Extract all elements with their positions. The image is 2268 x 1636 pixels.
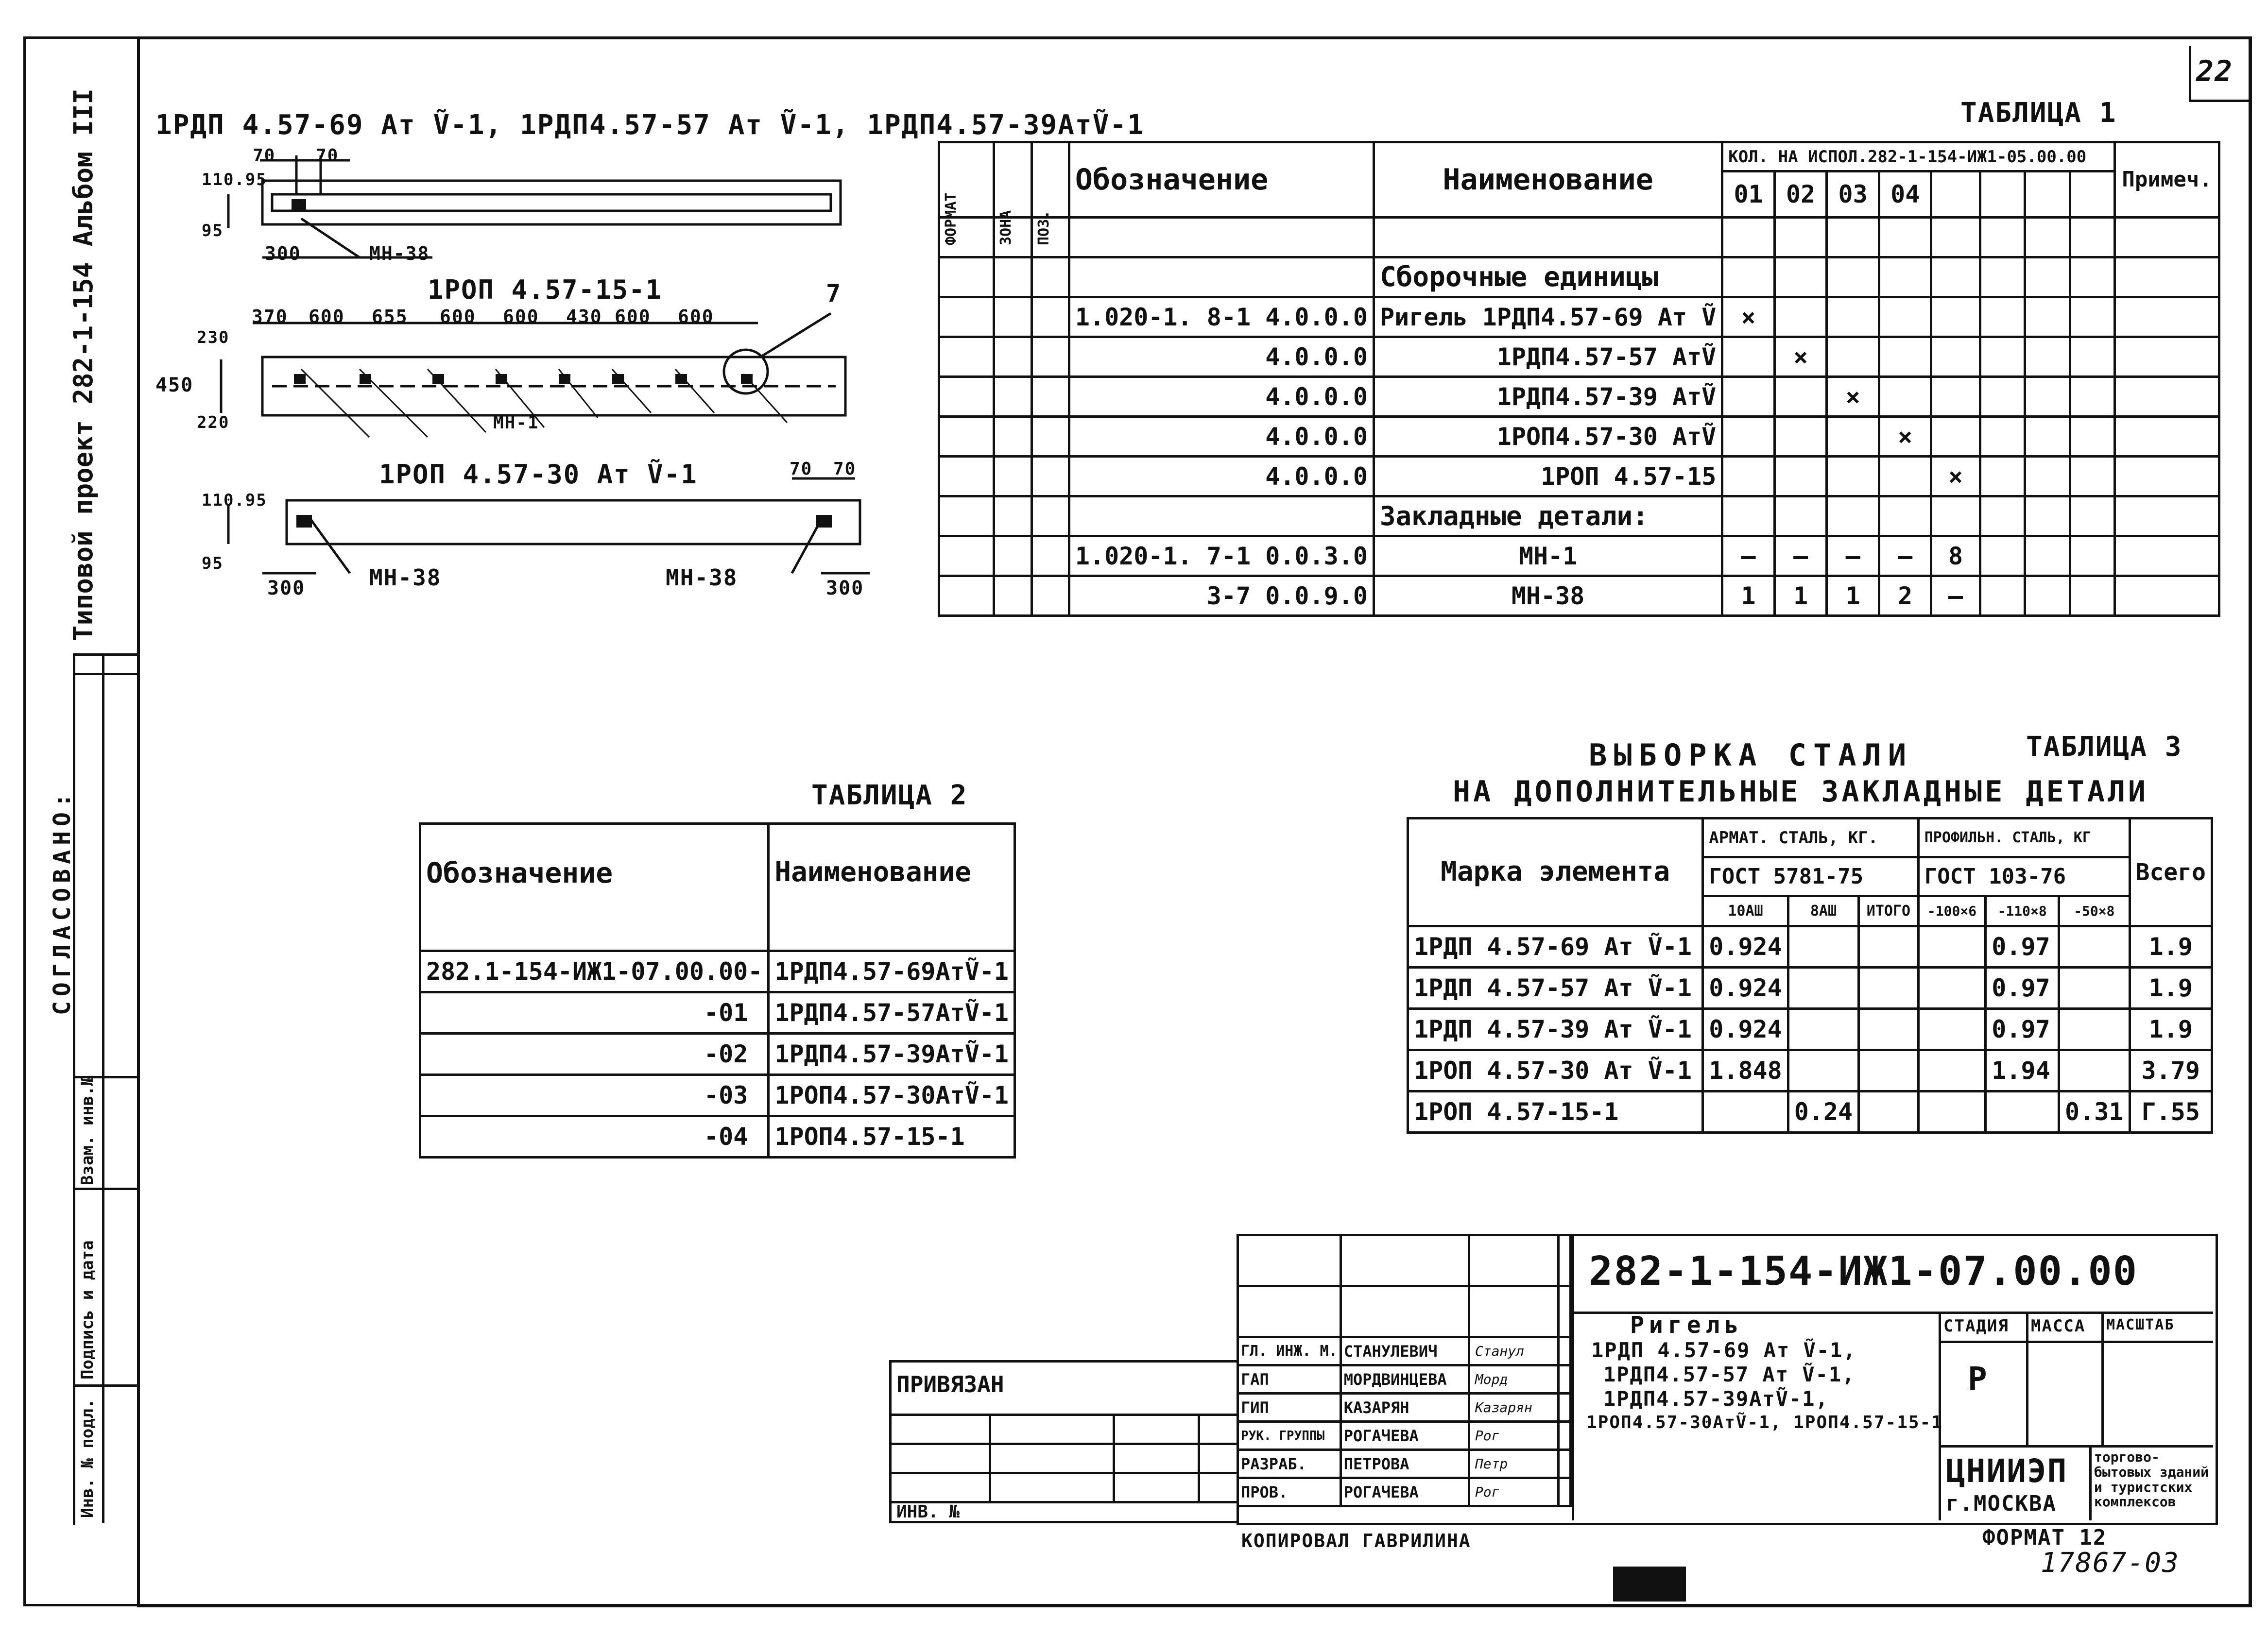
table3-mark: 1РОП 4.57-30 Ат Ṽ-1 xyxy=(1408,1050,1703,1091)
table1-name: 1РОП4.57-30 АтṼ xyxy=(1374,417,1722,457)
album-label: Типовой проект 282-1-154 Альбом III xyxy=(68,88,99,641)
table2-designation: -04 xyxy=(420,1116,769,1158)
table3-cell xyxy=(1918,1091,1986,1133)
table-row xyxy=(939,337,2219,377)
table1-header-note: Примеч. xyxy=(2115,142,2219,218)
table1-qty xyxy=(1879,218,1931,257)
table3-title-1: ВЫБОРКА СТАЛИ xyxy=(1589,737,1913,773)
person: МОРДВИНЦЕВА xyxy=(1340,1365,1469,1394)
table-row xyxy=(939,576,2219,616)
table3-cell: 0.97 xyxy=(1986,1009,2059,1050)
table1-qty: 1 xyxy=(1722,576,1775,616)
signature-row xyxy=(1238,1365,1571,1394)
table3-total: 1.9 xyxy=(2130,1009,2212,1050)
stage-value: Р xyxy=(1968,1360,1988,1397)
table1-designation: 4.0.0.0 xyxy=(1069,377,1374,417)
table2-header-name: Наименование xyxy=(769,824,1015,951)
table3-mark: 1РДП 4.57-57 Ат Ṽ-1 xyxy=(1408,968,1703,1009)
table2-name: 1РДП4.57-57АтṼ-1 xyxy=(769,992,1015,1034)
signature: Петр xyxy=(1469,1450,1558,1478)
beam3-dim-left: 70 xyxy=(790,459,813,479)
person: КАЗАРЯН xyxy=(1340,1394,1469,1422)
title-block-stage-rule2 xyxy=(1939,1445,2213,1448)
table1-designation xyxy=(1069,257,1374,297)
desc-line-2: 1РДП4.57-57 Ат Ṽ-1, xyxy=(1603,1363,1856,1386)
table3-cell xyxy=(1859,1050,1919,1091)
desc-line-4: 1РОП4.57-30АтṼ-1, 1РОП4.57-15-1 xyxy=(1586,1413,1943,1432)
table3-cell: 0.924 xyxy=(1703,968,1788,1009)
table-row xyxy=(939,297,2219,337)
table3 xyxy=(1407,817,2213,1134)
table3-cell xyxy=(1859,968,1919,1009)
binding-label: ПРИВЯЗАН xyxy=(891,1362,1238,1415)
table1-qty xyxy=(1722,417,1775,457)
scale-header: МАСШТАБ xyxy=(2106,1316,2175,1333)
beam1-dim-left: 70 xyxy=(253,146,276,166)
table2-label: ТАБЛИЦА 2 xyxy=(811,780,968,811)
table3-total: 1.9 xyxy=(2130,968,2212,1009)
table-row xyxy=(420,1075,1015,1116)
beam2-callout: 7 xyxy=(826,279,842,307)
table-row xyxy=(1408,1091,2212,1133)
role: ПРОВ. xyxy=(1238,1478,1341,1506)
stage-header: СТАДИЯ xyxy=(1943,1316,2009,1336)
inventory-label: ИНВ. № xyxy=(891,1502,1238,1522)
table1-qty: × xyxy=(1827,377,1879,417)
title-block-stage-col2 xyxy=(2101,1312,2104,1445)
table3-mark: 1РДП 4.57-69 Ат Ṽ-1 xyxy=(1408,926,1703,968)
table1-col-blank xyxy=(2025,171,2070,218)
table2-designation: -01 xyxy=(420,992,769,1034)
stamp-col-inv: Инв. № подл. xyxy=(78,1398,97,1518)
title-block-stage-col xyxy=(2026,1312,2028,1445)
table3-cell xyxy=(1918,1009,1986,1050)
role: РАЗРАБ. xyxy=(1238,1450,1341,1478)
document-code: 282-1-154-ИЖ1-07.00.00 xyxy=(1589,1248,2138,1295)
table1-header-qty: КОЛ. НА ИСПОЛ.282-1-154-ИЖ1-05.00.00 xyxy=(1722,142,2115,171)
signature-row xyxy=(1238,1394,1571,1422)
beam2-title: 1РОП 4.57-15-1 xyxy=(428,274,663,305)
table1-qty xyxy=(1774,218,1827,257)
table1-qty xyxy=(1931,377,1980,417)
signature: Морд xyxy=(1469,1365,1558,1394)
table3-sub-header: -50×8 xyxy=(2059,896,2130,926)
table3-cell: 0.924 xyxy=(1703,1009,1788,1050)
table1-qty xyxy=(1827,496,1879,536)
table-row xyxy=(1408,926,2212,968)
table1-qty xyxy=(1931,496,1980,536)
beam3-tag-right: МН-38 xyxy=(666,564,738,591)
binding-table xyxy=(889,1360,1239,1523)
beam2-dim-3: 600 xyxy=(440,306,476,327)
table-row xyxy=(420,1116,1015,1158)
table-row xyxy=(939,218,2219,257)
table3-cell xyxy=(1859,1009,1919,1050)
stamp-col-sign: Подпись и дата xyxy=(78,1240,97,1380)
beam2-height-bottom: 220 xyxy=(197,413,230,432)
table1-qty xyxy=(1774,417,1827,457)
table2-name: 1РОП4.57-30АтṼ-1 xyxy=(769,1075,1015,1116)
archive-number: 17867-03 xyxy=(2041,1547,2180,1579)
table-row xyxy=(420,1034,1015,1075)
table2-name: 1РОП4.57-15-1 xyxy=(769,1116,1015,1158)
table1-qty xyxy=(1774,257,1827,297)
table-row xyxy=(939,536,2219,576)
table1-header-zone: ЗОНА xyxy=(997,210,1015,245)
table1-qty xyxy=(1774,496,1827,536)
table3-cell: 0.97 xyxy=(1986,968,2059,1009)
title-block-col-rule xyxy=(1572,1234,1574,1520)
table3-cell xyxy=(1703,1091,1788,1133)
table3-header-gost2: ГОСТ 103-76 xyxy=(1918,857,2130,896)
table1-qty xyxy=(1827,417,1879,457)
table1-qty xyxy=(1827,218,1879,257)
table1-qty: 1 xyxy=(1774,576,1827,616)
table-row xyxy=(939,417,2219,457)
person: ПЕТРОВА xyxy=(1340,1450,1469,1478)
table1-name: Закладные детали: xyxy=(1374,496,1722,536)
table1-name: Сборочные единицы xyxy=(1374,257,1722,297)
beam2-dim-6: 600 xyxy=(615,306,651,327)
table3-cell: 1.94 xyxy=(1986,1050,2059,1091)
table1-name: 1РОП 4.57-15 xyxy=(1374,457,1722,496)
table1 xyxy=(938,141,2220,617)
table3-cell xyxy=(1788,1050,1858,1091)
table1-qty xyxy=(1879,297,1931,337)
table-row xyxy=(420,992,1015,1034)
signature-row xyxy=(1238,1422,1571,1450)
table3-mark: 1РДП 4.57-39 Ат Ṽ-1 xyxy=(1408,1009,1703,1050)
table3-cell xyxy=(1986,1091,2059,1133)
beam3-end-right: 300 xyxy=(826,577,864,599)
table1-col-04: 04 xyxy=(1879,171,1931,218)
person: РОГАЧЕВА xyxy=(1340,1478,1469,1506)
table3-sub-header: ИТОГО xyxy=(1859,896,1919,926)
table1-designation: 3-7 0.0.9.0 xyxy=(1069,576,1374,616)
table3-cell xyxy=(2059,1009,2130,1050)
table-row xyxy=(1408,1009,2212,1050)
table3-total: 3.79 xyxy=(2130,1050,2212,1091)
table3-header-prof: ПРОФИЛЬН. СТАЛЬ, КГ xyxy=(1918,818,2130,857)
beam2-tag: МН-1 xyxy=(493,413,539,433)
sheet-number: 22 xyxy=(2196,54,2234,88)
table3-sub-header: 10АШ xyxy=(1703,896,1788,926)
person: СТАНУЛЕВИЧ xyxy=(1340,1337,1469,1365)
table1-qty xyxy=(1879,496,1931,536)
signature-row xyxy=(1238,1450,1571,1478)
beam3-tag-left: МН-38 xyxy=(369,564,442,591)
beam2-dim-0: 370 xyxy=(252,306,288,327)
table3-cell xyxy=(1788,926,1858,968)
table3-cell: 0.31 xyxy=(2059,1091,2130,1133)
table1-qty xyxy=(1722,457,1775,496)
table-row xyxy=(939,496,2219,536)
table1-qty: — xyxy=(1722,536,1775,576)
table1-col-blank xyxy=(2070,171,2115,218)
table1-qty xyxy=(1879,337,1931,377)
table2-header-designation: Обозначение xyxy=(420,824,769,951)
table1-qty xyxy=(1879,457,1931,496)
signature-row xyxy=(1238,1337,1571,1365)
person: РОГАЧЕВА xyxy=(1340,1422,1469,1450)
table2-designation: -02 xyxy=(420,1034,769,1075)
table1-qty xyxy=(1774,457,1827,496)
table1-col-01: 01 xyxy=(1722,171,1775,218)
table1-qty xyxy=(1722,218,1775,257)
table3-cell xyxy=(2059,968,2130,1009)
beam2-dim-4: 600 xyxy=(503,306,539,327)
table3-cell xyxy=(1918,926,1986,968)
table3-cell xyxy=(1918,968,1986,1009)
table-row xyxy=(939,377,2219,417)
copied-by: КОПИРОВАЛ ГАВРИЛИНА xyxy=(1241,1530,1471,1551)
signature: Рог xyxy=(1469,1422,1558,1450)
beam3-end-left: 300 xyxy=(267,577,306,599)
table1-qty xyxy=(1827,457,1879,496)
scan-mark xyxy=(1613,1567,1686,1602)
table1-label: ТАБЛИЦА 1 xyxy=(1960,97,2117,129)
table3-cell xyxy=(1788,968,1858,1009)
table1-qty: — xyxy=(1827,536,1879,576)
table3-header-gost1: ГОСТ 5781-75 xyxy=(1703,857,1918,896)
desc-line-3: 1РДП4.57-39АтṼ-1, xyxy=(1603,1387,1829,1411)
table1-name: МН-38 xyxy=(1374,576,1722,616)
table1-qty xyxy=(1931,257,1980,297)
table1-designation: 1.020-1. 7-1 0.0.3.0 xyxy=(1069,536,1374,576)
beam3-height-1: 110.95 xyxy=(202,491,267,510)
signature-row xyxy=(1238,1478,1571,1506)
table1-name: МН-1 xyxy=(1374,536,1722,576)
table3-header-armat: АРМАТ. СТАЛЬ, КГ. xyxy=(1703,818,1918,857)
table1-qty: × xyxy=(1879,417,1931,457)
beam3-height-2: 95 xyxy=(202,554,223,573)
table2-designation: 282.1-154-ИЖ1-07.00.00- xyxy=(420,951,769,992)
table1-qty xyxy=(1827,297,1879,337)
table3-sub-header: -110×8 xyxy=(1986,896,2059,926)
signature: Казарян xyxy=(1469,1394,1558,1422)
table1-col-blank xyxy=(1980,171,2025,218)
title-block-org-col xyxy=(2089,1445,2092,1520)
table3-header-total: Всего xyxy=(2130,818,2212,926)
beam3-dim-right: 70 xyxy=(833,459,857,479)
table-row xyxy=(420,951,1015,992)
stamp-col-replace: Взам. инв.№ xyxy=(78,1075,97,1185)
table3-mark: 1РОП 4.57-15-1 xyxy=(1408,1091,1703,1133)
signatures-table xyxy=(1237,1234,1572,1507)
table1-designation: 4.0.0.0 xyxy=(1069,417,1374,457)
role: ГАП xyxy=(1238,1365,1341,1394)
table1-qty xyxy=(1827,257,1879,297)
table3-cell xyxy=(2059,1050,2130,1091)
table1-qty: — xyxy=(1879,536,1931,576)
role: РУК. ГРУППЫ xyxy=(1238,1422,1341,1450)
table3-sub-header: -100×6 xyxy=(1918,896,1986,926)
table3-cell: 1.848 xyxy=(1703,1050,1788,1091)
role: ГИП xyxy=(1238,1394,1341,1422)
table3-label: ТАБЛИЦА 3 xyxy=(2026,731,2182,763)
table1-qty xyxy=(1931,417,1980,457)
title-block-stage-rule xyxy=(1939,1341,2213,1343)
table1-qty: × xyxy=(1931,457,1980,496)
table3-total: Г.55 xyxy=(2130,1091,2212,1133)
drawing-title: 1РДП 4.57-69 Ат Ṽ-1, 1РДП4.57-57 Ат Ṽ-1, 1РДП4.57-39АтṼ-1 xyxy=(155,109,1145,141)
table3-cell xyxy=(1859,926,1919,968)
table3-cell: 0.924 xyxy=(1703,926,1788,968)
role: ГЛ. ИНЖ. М. xyxy=(1238,1337,1341,1365)
table1-qty xyxy=(1879,377,1931,417)
table-row xyxy=(939,457,2219,496)
table1-col-blank xyxy=(1931,171,1980,218)
table1-qty xyxy=(1722,257,1775,297)
beam2-dim-5: 430 xyxy=(566,306,602,327)
table-row xyxy=(939,257,2219,297)
table2 xyxy=(419,822,1016,1159)
table1-designation xyxy=(1069,496,1374,536)
table3-title-2: НА ДОПОЛНИТЕЛЬНЫЕ ЗАКЛАДНЫЕ ДЕТАЛИ xyxy=(1453,775,2149,809)
table1-name: Ригель 1РДП4.57-69 Ат Ṽ xyxy=(1374,297,1722,337)
table1-header-format: ФОРМАТ xyxy=(943,192,960,245)
sheet-format: ФОРМАТ 12 xyxy=(1982,1525,2107,1550)
beam1-height-2: 95 xyxy=(202,221,223,240)
table1-designation: 4.0.0.0 xyxy=(1069,337,1374,377)
signature: Станул xyxy=(1469,1337,1558,1365)
table1-header-designation: Обозначение xyxy=(1069,142,1374,218)
table1-qty xyxy=(1774,297,1827,337)
org-city: г.МОСКВА xyxy=(1946,1491,2057,1516)
table3-cell xyxy=(2059,926,2130,968)
table1-header-name: Наименование xyxy=(1374,142,1722,218)
table1-qty: — xyxy=(1931,576,1980,616)
beam1-dim-right: 70 xyxy=(316,146,339,166)
beam2-dim-1: 600 xyxy=(309,306,345,327)
org-desc: торгово-бытовых зданий и туристских комплексов xyxy=(2094,1449,2209,1510)
beam2-height-top: 230 xyxy=(197,328,230,347)
table1-qty xyxy=(1931,337,1980,377)
table1-qty: 8 xyxy=(1931,536,1980,576)
table2-name: 1РДП4.57-39АтṼ-1 xyxy=(769,1034,1015,1075)
desc-line-0: Ригель xyxy=(1630,1312,1744,1339)
beam2-dim-7: 600 xyxy=(678,306,714,327)
beam3-title: 1РОП 4.57-30 Ат Ṽ-1 xyxy=(379,459,698,490)
table1-qty: × xyxy=(1722,297,1775,337)
agreed-label: СОГЛАСОВАНО: xyxy=(49,788,76,1015)
table1-qty: × xyxy=(1774,337,1827,377)
table1-designation: 1.020-1. 8-1 4.0.0.0 xyxy=(1069,297,1374,337)
mass-header: МАССА xyxy=(2031,1316,2086,1336)
table3-header-mark: Марка элемента xyxy=(1408,818,1703,926)
signature: Рог xyxy=(1469,1478,1558,1506)
table1-qty xyxy=(1722,377,1775,417)
table2-designation: -03 xyxy=(420,1075,769,1116)
beam1-tag: МН-38 xyxy=(369,243,430,264)
table3-cell xyxy=(1918,1050,1986,1091)
table3-total: 1.9 xyxy=(2130,926,2212,968)
beam1-height-1: 110.95 xyxy=(202,170,267,189)
table3-cell: 0.97 xyxy=(1986,926,2059,968)
table1-designation: 4.0.0.0 xyxy=(1069,457,1374,496)
beam2-dim-2: 655 xyxy=(372,306,408,327)
table1-qty: — xyxy=(1774,536,1827,576)
table1-col-02: 02 xyxy=(1774,171,1827,218)
table3-cell: 0.24 xyxy=(1788,1091,1858,1133)
beam1-end-dim: 300 xyxy=(265,243,301,264)
table1-qty xyxy=(1722,496,1775,536)
table1-name xyxy=(1374,218,1722,257)
table1-qty xyxy=(1931,297,1980,337)
table1-header-pos: ПОЗ. xyxy=(1035,210,1052,245)
table1-qty xyxy=(1879,257,1931,297)
table1-name: 1РДП4.57-57 АтṼ xyxy=(1374,337,1722,377)
table-row xyxy=(1408,968,2212,1009)
table3-sub-header: 8АШ xyxy=(1788,896,1858,926)
table3-cell xyxy=(1788,1009,1858,1050)
org-name: ЦНИИЭП xyxy=(1946,1452,2068,1490)
table1-qty: 1 xyxy=(1827,576,1879,616)
table1-qty xyxy=(1931,218,1980,257)
table1-qty xyxy=(1827,337,1879,377)
beam2-height: 450 xyxy=(155,374,194,396)
table1-qty: 2 xyxy=(1879,576,1931,616)
table-row xyxy=(1408,1050,2212,1091)
desc-line-1: 1РДП 4.57-69 Ат Ṽ-1, xyxy=(1591,1338,1856,1362)
table3-cell xyxy=(1859,1091,1919,1133)
table1-designation xyxy=(1069,218,1374,257)
table1-name: 1РДП4.57-39 АтṼ xyxy=(1374,377,1722,417)
table1-qty xyxy=(1722,337,1775,377)
table1-col-03: 03 xyxy=(1827,171,1879,218)
table1-qty xyxy=(1774,377,1827,417)
table2-name: 1РДП4.57-69АтṼ-1 xyxy=(769,951,1015,992)
